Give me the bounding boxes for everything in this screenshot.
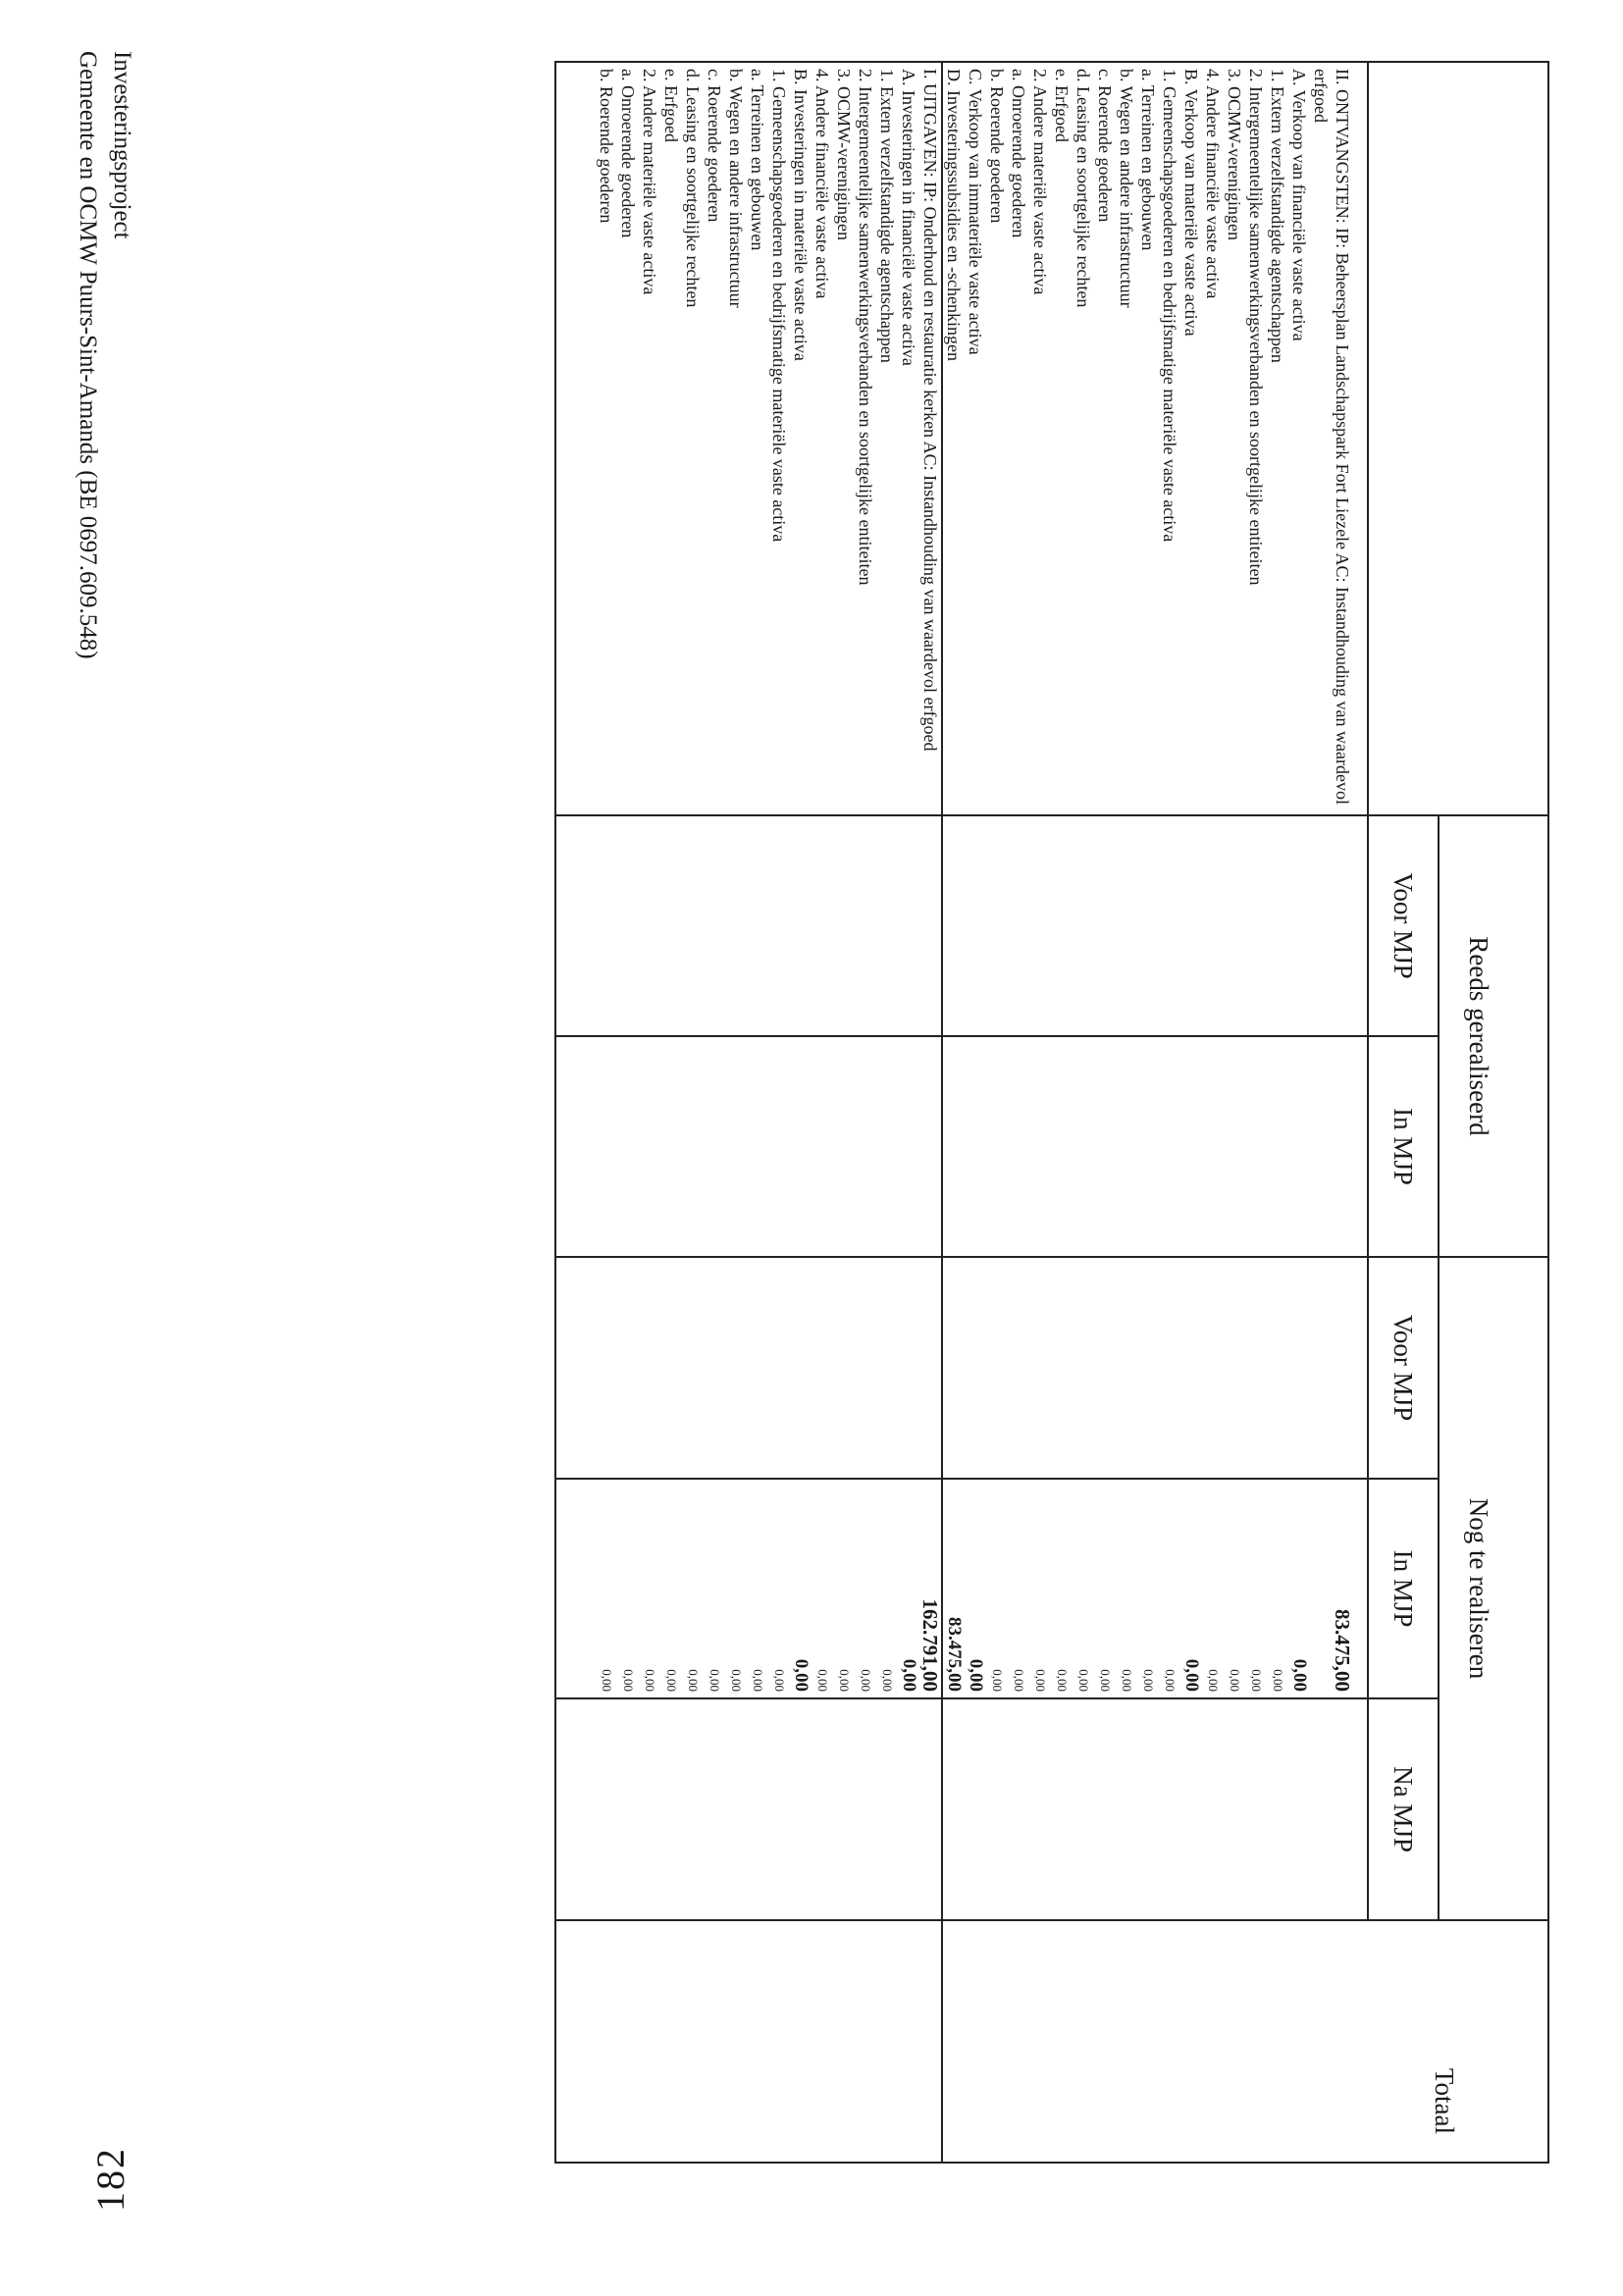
table-row: [1202, 62, 1224, 2163]
header-corner-bottom: [1368, 62, 1439, 815]
table-row: [1245, 62, 1267, 2163]
row-label: 1. Extern verzelfstandigde agentschappen: [876, 62, 898, 815]
row-label: b. Roerende goederen: [986, 62, 1008, 815]
spacer-row: [1353, 62, 1368, 2163]
row-label: e. Erfgoed: [660, 62, 682, 815]
table-row: [812, 62, 833, 2163]
row-label: c. Roerende goederen: [1094, 62, 1116, 815]
table-row: [942, 62, 965, 2163]
table-row: [639, 62, 660, 2163]
row-value-in-mjp: 0,00: [1245, 1479, 1267, 1698]
table-row: [855, 62, 876, 2163]
row-label: e. Erfgoed: [1051, 62, 1073, 815]
header-voor-mjp-todo: Voor MJP: [1368, 1257, 1439, 1479]
row-label: II. ONTVANGSTEN: IP: Beheersplan Landschapspark Fort Liezele AC: Instandhouding van waardevol erfgoed: [1310, 62, 1353, 815]
row-value-in-mjp: 0,00: [1029, 1479, 1051, 1698]
footer-project-label: Investeringsproject: [109, 51, 135, 239]
row-value-in-mjp: 83.475,00: [1310, 1479, 1353, 1698]
row-value-in-mjp: 0,00: [704, 1479, 725, 1698]
row-value-in-mjp: 0,00: [660, 1479, 682, 1698]
row-label: I. UITGAVEN: IP: Onderhoud en restauratie kerken AC: Instandhouding van waardevol erfgoed: [919, 62, 942, 815]
row-value-in-mjp: 0,00: [1180, 1479, 1202, 1698]
header-row-columns: [1368, 62, 1439, 2163]
table-row: [660, 62, 682, 2163]
row-value-in-mjp: 0,00: [617, 1479, 639, 1698]
row-label: A. Investeringen in financiële vaste activa: [898, 62, 919, 815]
table-row: [1267, 62, 1288, 2163]
row-label: B. Verkoop van materiële vaste activa: [1180, 62, 1202, 815]
table-row: [1137, 62, 1159, 2163]
footer: [71, 51, 139, 659]
row-label: 4. Andere financiële vaste activa: [1202, 62, 1224, 815]
row-label: C. Verkoop van immateriële vaste activa: [965, 62, 986, 815]
row-value-in-mjp: 0,00: [768, 1479, 790, 1698]
row-value-in-mjp: 0,00: [898, 1479, 919, 1698]
table-row: [1008, 62, 1029, 2163]
row-value-in-mjp: 0,00: [1073, 1479, 1094, 1698]
row-label: b. Wegen en andere infrastructuur: [725, 62, 747, 815]
table-row: [1224, 62, 1245, 2163]
row-value-in-mjp: 0,00: [965, 1479, 986, 1698]
header-voor-mjp-realised: Voor MJP: [1368, 815, 1439, 1036]
row-label: 3. OCMW-verenigingen: [1224, 62, 1245, 815]
row-label: 1. Gemeenschapsgoederen en bedrijfsmatige materiële vaste activa: [1159, 62, 1180, 815]
row-label: 2. Andere materiële vaste activa: [1029, 62, 1051, 815]
row-value-in-mjp: 0,00: [1008, 1479, 1029, 1698]
table-row: [1116, 62, 1137, 2163]
row-value-in-mjp: 0,00: [790, 1479, 812, 1698]
table-row: [919, 62, 942, 2163]
row-value-in-mjp: 0,00: [1224, 1479, 1245, 1698]
table-row: [768, 62, 790, 2163]
spacer-row: [555, 62, 596, 2163]
header-na-mjp: Na MJP: [1368, 1698, 1439, 1920]
row-value-in-mjp: 0,00: [1288, 1479, 1310, 1698]
table-row: [790, 62, 812, 2163]
row-label: 2. Andere materiële vaste activa: [639, 62, 660, 815]
row-value-in-mjp: 0,00: [1051, 1479, 1073, 1698]
footer-organisation: Gemeente en OCMW Puurs-Sint-Amands (BE 0697.609.548): [75, 51, 101, 659]
header-total: Totaal: [1368, 1920, 1548, 2163]
table-row: [1051, 62, 1073, 2163]
header-group-realised: Reeds gerealiseerd: [1439, 815, 1548, 1257]
table-row: [1073, 62, 1094, 2163]
row-value-in-mjp: 0,00: [876, 1479, 898, 1698]
table-row: [898, 62, 919, 2163]
page-number: 182: [88, 2147, 132, 2212]
row-value-in-mjp: 0,00: [1267, 1479, 1288, 1698]
row-value-in-mjp: 0,00: [1202, 1479, 1224, 1698]
row-value-in-mjp: 0,00: [1137, 1479, 1159, 1698]
row-label: d. Leasing en soortgelijke rechten: [1073, 62, 1094, 815]
row-value-in-mjp: 0,00: [1116, 1479, 1137, 1698]
table-row: [1310, 62, 1353, 2163]
table-row: [725, 62, 747, 2163]
table-row: [1094, 62, 1116, 2163]
row-value-in-mjp: 0,00: [596, 1479, 617, 1698]
row-label: b. Wegen en andere infrastructuur: [1116, 62, 1137, 815]
row-value-in-mjp: 0,00: [986, 1479, 1008, 1698]
row-value-in-mjp: 0,00: [725, 1479, 747, 1698]
row-label: 1. Extern verzelfstandigde agentschappen: [1267, 62, 1288, 815]
table-row: [833, 62, 855, 2163]
table-row: [596, 62, 617, 2163]
row-value-in-mjp: 162.791,00: [919, 1479, 942, 1698]
row-label: b. Roerende goederen: [596, 62, 617, 815]
row-value-in-mjp: 83.475,00: [942, 1479, 965, 1698]
row-value-in-mjp: 0,00: [639, 1479, 660, 1698]
row-value-in-mjp: 0,00: [812, 1479, 833, 1698]
table-row: [1159, 62, 1180, 2163]
row-value-in-mjp: 0,00: [1094, 1479, 1116, 1698]
header-in-mjp-todo: In MJP: [1368, 1479, 1439, 1698]
table-row: [876, 62, 898, 2163]
row-label: a. Terreinen en gebouwen: [747, 62, 768, 815]
header-corner: [1439, 62, 1548, 815]
row-label: A. Verkoop van financiële vaste activa: [1288, 62, 1310, 815]
table-row: [682, 62, 704, 2163]
header-group-todo: Nog te realiseren: [1439, 1257, 1548, 1920]
header-row-groups: [1439, 62, 1548, 2163]
row-label: D. Investeringssubsidies en -schenkingen: [942, 62, 965, 815]
table-row: [704, 62, 725, 2163]
table-row: [965, 62, 986, 2163]
investment-table: [554, 61, 1549, 2164]
row-value-in-mjp: 0,00: [682, 1479, 704, 1698]
row-label: 4. Andere financiële vaste activa: [812, 62, 833, 815]
table-row: [1029, 62, 1051, 2163]
row-label: 1. Gemeenschapsgoederen en bedrijfsmatige materiële vaste activa: [768, 62, 790, 815]
table-row: [1180, 62, 1202, 2163]
row-value-in-mjp: 0,00: [747, 1479, 768, 1698]
row-label: d. Leasing en soortgelijke rechten: [682, 62, 704, 815]
row-value-in-mjp: 0,00: [833, 1479, 855, 1698]
row-label: a. Terreinen en gebouwen: [1137, 62, 1159, 815]
table-row: [986, 62, 1008, 2163]
table-row: [1288, 62, 1310, 2163]
row-value-in-mjp: 0,00: [1159, 1479, 1180, 1698]
row-label: c. Roerende goederen: [704, 62, 725, 815]
row-label: 2. Intergemeentelijke samenwerkingsverbanden en soortgelijke entiteiten: [855, 62, 876, 815]
row-value-in-mjp: 0,00: [855, 1479, 876, 1698]
header-in-mjp-realised: In MJP: [1368, 1036, 1439, 1257]
row-label: 3. OCMW-verenigingen: [833, 62, 855, 815]
row-label: a. Onroerende goederen: [617, 62, 639, 815]
table-row: [747, 62, 768, 2163]
row-label: B. Investeringen in materiële vaste activa: [790, 62, 812, 815]
row-label: 2. Intergemeentelijke samenwerkingsverbanden en soortgelijke entiteiten: [1245, 62, 1267, 815]
row-label: a. Onroerende goederen: [1008, 62, 1029, 815]
table-row: [617, 62, 639, 2163]
